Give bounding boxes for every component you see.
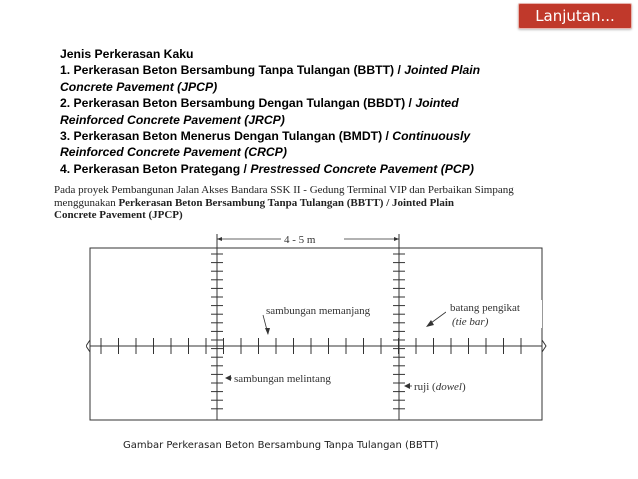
project-line-1: Pada proyek Pembangunan Jalan Akses Bandara SSK II - Gedung Terminal VIP dan Perbaikan Simpang xyxy=(54,184,514,196)
project-line-2: menggunakan Perkerasan Beton Bersambung Tanpa Tulangan (BBTT) / Jointed Plain xyxy=(54,196,455,209)
transverse-joint-label: sambungan melintang xyxy=(234,373,331,385)
tiebar-label: batang pengikat xyxy=(450,302,520,314)
pointer-arrow xyxy=(426,320,434,327)
list-item: Reinforced Concrete Pavement (JRCP) xyxy=(60,112,285,127)
list-item: 3. Perkerasan Beton Menerus Dengan Tulangan (BMDT) / Continuously xyxy=(60,129,471,144)
project-paragraph xyxy=(54,184,554,222)
list-item: 1. Perkerasan Beton Bersambung Tanpa Tulangan (BBTT) / Jointed Plain xyxy=(60,63,481,78)
pointer-line xyxy=(431,312,446,323)
jpcp-diagram xyxy=(86,228,556,434)
continuation-badge: Lanjutan... xyxy=(518,3,632,29)
pavement-types-list xyxy=(60,46,490,177)
dowel-label: ruji (dowel) xyxy=(414,381,466,393)
figure-caption: Gambar Perkerasan Beton Bersambung Tanpa Tulangan (BBTT) xyxy=(123,440,439,451)
dimension-label: 4 - 5 m xyxy=(284,234,316,246)
edge-notch xyxy=(86,340,90,352)
longitudinal-joint-label: sambungan memanjang xyxy=(266,305,371,317)
dimension-arrow xyxy=(394,237,399,241)
tiebar-label-italic: (tie bar) xyxy=(452,316,489,328)
pointer-arrow xyxy=(225,375,231,381)
list-item: 2. Perkerasan Beton Bersambung Dengan Tulangan (BBDT) / Jointed xyxy=(60,96,459,111)
list-heading: Jenis Perkerasan Kaku xyxy=(60,47,194,61)
list-item: Concrete Pavement (JPCP) xyxy=(60,79,218,94)
edge-notch xyxy=(542,340,546,352)
pointer-arrow xyxy=(265,328,270,335)
project-line-3: Concrete Pavement (JPCP) xyxy=(54,209,183,222)
pointer-arrow xyxy=(404,383,410,389)
dimension-arrow xyxy=(217,237,222,241)
top-bar xyxy=(0,0,638,32)
list-item: 4. Perkerasan Beton Prategang / Prestressed Concrete Pavement (PCP) xyxy=(60,161,474,176)
list-item: Reinforced Concrete Pavement (CRCP) xyxy=(60,145,287,160)
slab-outline xyxy=(90,248,542,420)
